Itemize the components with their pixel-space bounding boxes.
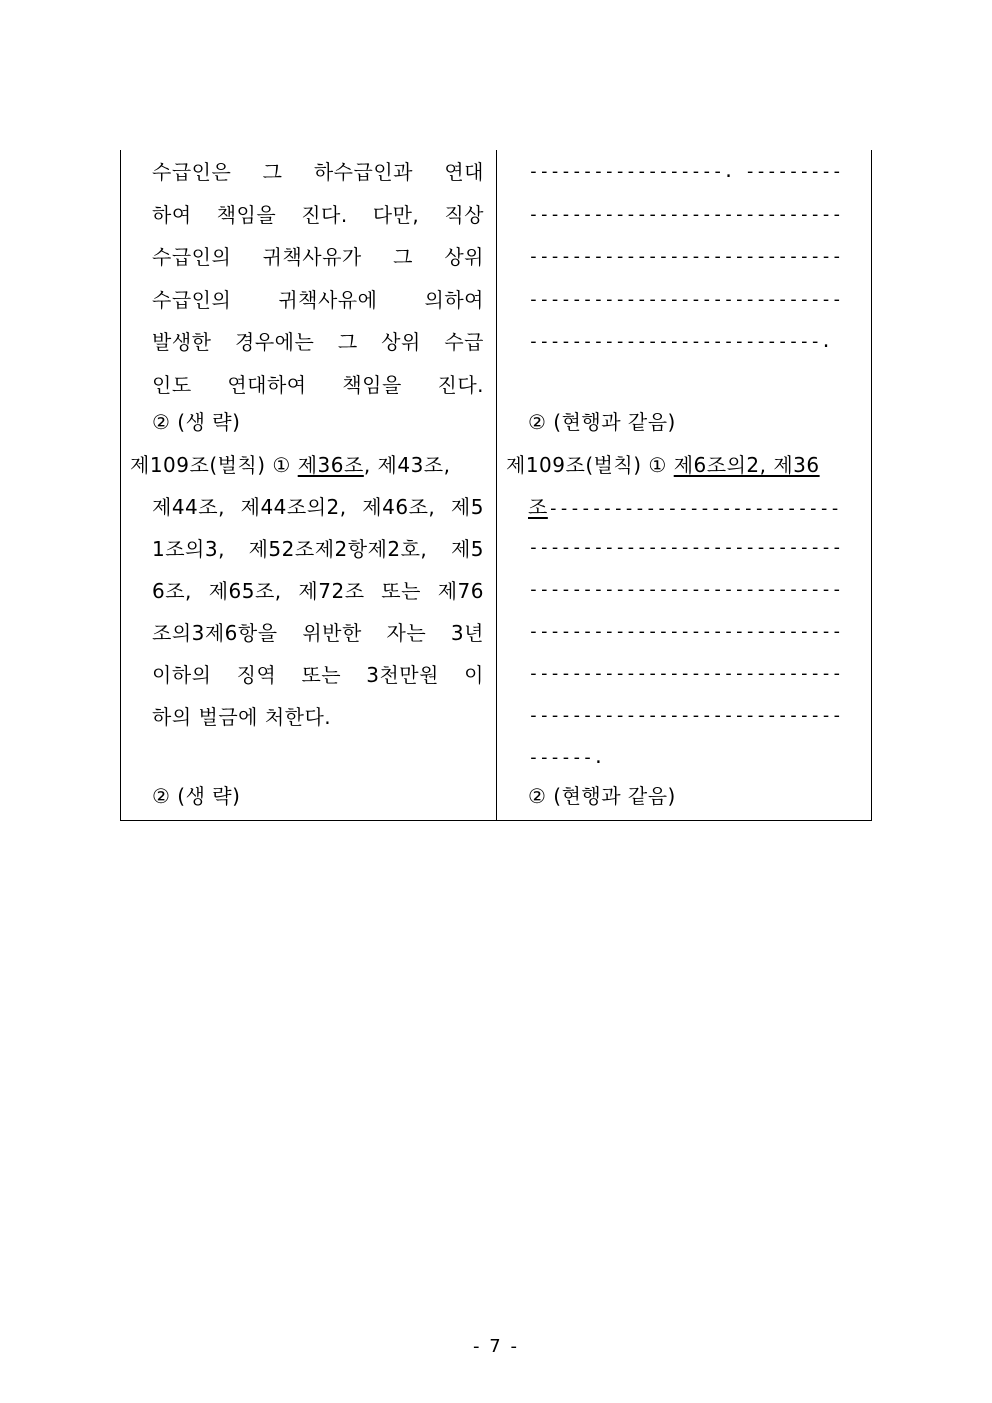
- left-para1-line: [152, 372, 484, 398]
- right-omitted-dash-line: -----------------------------: [528, 663, 843, 684]
- left-para1-word: 귀책사유에: [278, 287, 378, 312]
- left-para1-line: [152, 202, 484, 228]
- left-para1-word: 다만,: [372, 202, 420, 227]
- left-article-109-word: 제44조,: [152, 495, 225, 519]
- left-article-109-word: 3천만원: [366, 663, 439, 687]
- right-article-109-heading: 제109조(벌칙) ① 제6조의2, 제36: [506, 453, 820, 477]
- right-omitted-dash-line: -----------------------------: [528, 705, 843, 726]
- left-para1-word: 하여: [152, 202, 192, 227]
- left-article-109-word: 3년: [450, 621, 484, 645]
- left-para1-word: 책임을: [342, 372, 402, 397]
- right-omitted-dash-line: ------------------. ---------: [528, 161, 843, 182]
- left-article-109-word: 제72조: [298, 579, 365, 603]
- left-para1-line: [152, 159, 484, 185]
- right-item2-same-2: ② (현행과 같음): [528, 784, 676, 808]
- left-para1-word: 경우에는: [235, 330, 315, 354]
- right-omitted-dash-line: ---------------------------.: [528, 331, 832, 352]
- left-article-109-word: 제46조,: [362, 495, 436, 519]
- left-para1-line: [152, 329, 484, 355]
- right-omitted-dash-line: -----------------------------: [528, 579, 843, 600]
- left-para1-word: 수급인은: [152, 160, 232, 184]
- left-article-109-word: 제65조,: [208, 579, 282, 603]
- left-article-109-word: 위반한: [302, 621, 362, 645]
- left-article-109-heading: 제109조(벌칙) ① 제36조, 제43조,: [130, 453, 451, 477]
- left-item2-omitted-2: ② (생 략): [152, 784, 241, 808]
- left-para1-word: 의하여: [424, 287, 484, 312]
- right-omitted-dash-line: -----------------------------: [528, 203, 843, 225]
- right-article-109-continuation: 조---------------------------: [528, 495, 841, 519]
- table-left-border: [120, 150, 121, 820]
- left-article-109-word: 징역: [236, 663, 277, 687]
- left-para1-word: 수급: [444, 330, 484, 354]
- left-para1-word: 진다.: [437, 372, 484, 397]
- left-article-109-line: [152, 662, 484, 688]
- left-article-109-word: 또는: [381, 579, 421, 603]
- left-para1-word: 발생한: [152, 330, 212, 354]
- left-para1-line: [152, 287, 484, 313]
- left-para1-word: 상위: [381, 330, 421, 354]
- left-para1-word: 수급인의: [152, 245, 232, 269]
- right-omitted-dash-line: -----------------------------: [528, 621, 843, 642]
- left-para1-word: 그: [393, 245, 413, 269]
- left-para1-word: 귀책사유가: [262, 245, 362, 269]
- column-divider: [496, 150, 497, 820]
- left-para1-word: 그: [262, 160, 283, 184]
- right-omitted-dash-line: -----------------------------: [528, 246, 843, 267]
- left-article-109-word: 제76: [437, 579, 484, 603]
- left-para1-word: 인도: [152, 372, 192, 397]
- left-article-109-word: 이하의: [152, 663, 212, 687]
- right-item2-same: ② (현행과 같음): [528, 410, 676, 434]
- left-article-109-word: 이: [464, 663, 484, 687]
- left-para1-word: 그: [337, 330, 358, 354]
- page-number: - 7 -: [473, 1336, 519, 1357]
- left-para1-word: 책임을: [216, 202, 277, 227]
- left-article-109-word: 1조의3,: [152, 537, 225, 561]
- left-item2-omitted: ② (생 략): [152, 410, 241, 434]
- left-article-109-line: [152, 620, 484, 646]
- left-article-109-line: [152, 494, 484, 520]
- left-article-109-word: 제5: [450, 495, 484, 519]
- left-article-109-word: 6조,: [152, 579, 192, 603]
- left-article-109-word: 자는: [386, 621, 427, 645]
- left-article-109-word: 하의 벌금에 처한다.: [152, 705, 332, 729]
- left-para1-word: 상위: [444, 245, 484, 269]
- left-article-109-word: 제52조제2항제2호,: [248, 537, 428, 561]
- left-para1-word: 연대하여: [227, 372, 307, 397]
- left-article-109-line: [152, 578, 484, 604]
- table-right-border: [871, 150, 872, 820]
- left-para1-word: 진다.: [301, 202, 348, 227]
- left-article-109-line: [152, 704, 484, 730]
- right-omitted-dash-line: ------.: [528, 747, 604, 768]
- left-article-109-line: [152, 536, 484, 562]
- left-para1-line: [152, 244, 484, 270]
- right-omitted-dash-line: -----------------------------: [528, 288, 843, 310]
- left-para1-word: 수급인의: [152, 287, 232, 312]
- left-article-109-word: 조의3제6항을: [152, 621, 278, 645]
- left-para1-word: 직상: [444, 202, 484, 227]
- right-omitted-dash-line: -----------------------------: [528, 537, 843, 558]
- left-para1-word: 하수급인과: [313, 160, 413, 184]
- left-article-109-word: 제44조의2,: [240, 495, 347, 519]
- left-para1-word: 연대: [444, 160, 484, 184]
- left-article-109-word: 제5: [450, 537, 484, 561]
- comparison-table: [120, 150, 872, 821]
- left-article-109-word: 또는: [301, 663, 342, 687]
